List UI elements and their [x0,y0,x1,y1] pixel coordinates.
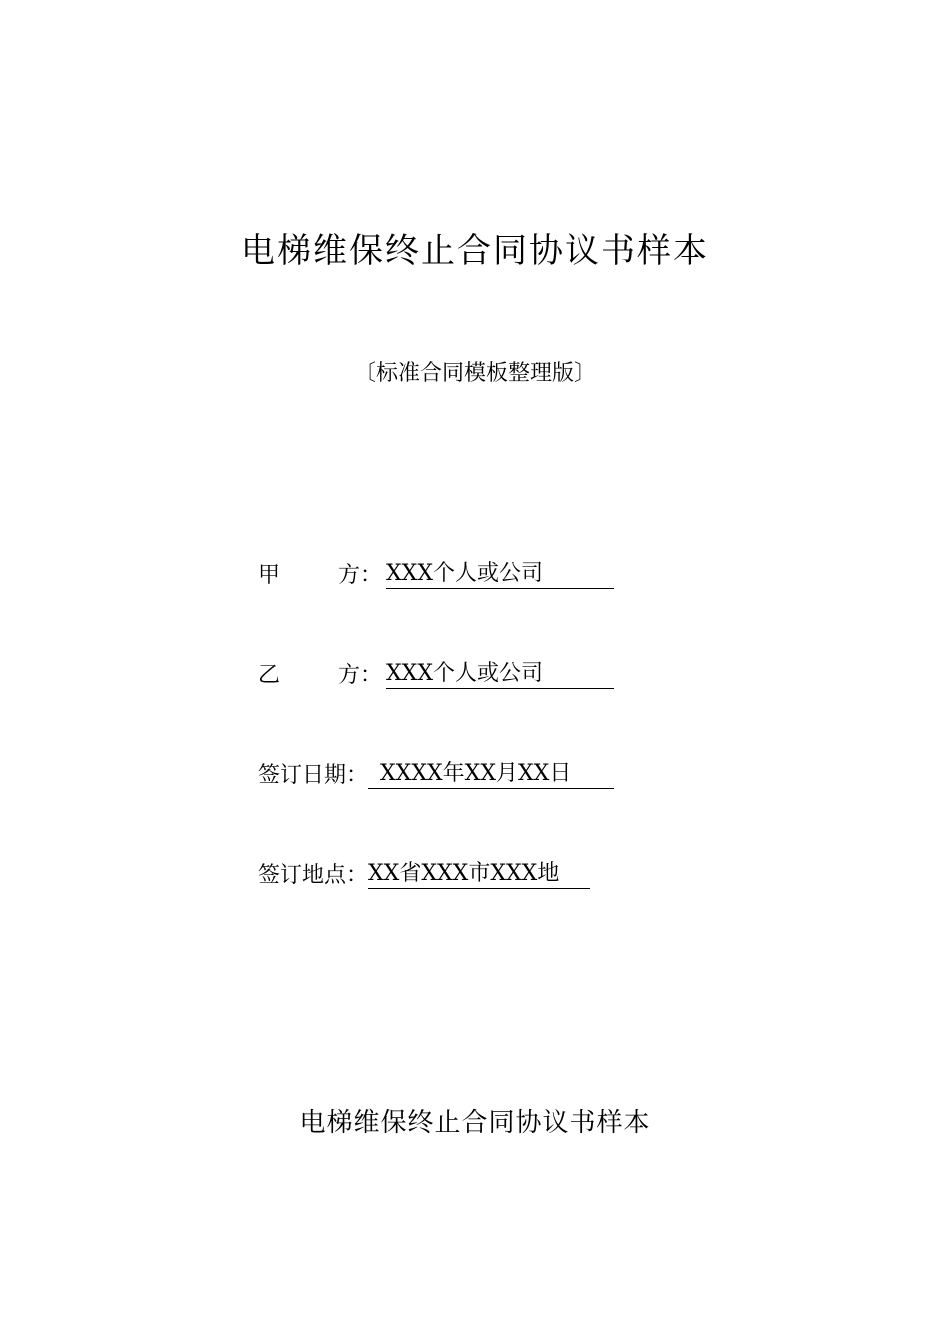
party-a-label [258,560,386,592]
party-a-label-char: 甲 [258,563,281,588]
party-a-value: XXX个人或公司 [386,560,614,589]
signing-place-label: 签订地点： [258,863,369,888]
party-a-row [258,560,614,592]
party-b-label [258,660,386,692]
signing-date-row [258,760,614,792]
signing-place-value: XX省XXX市XXX地 [368,860,590,889]
signing-place-row [258,860,590,892]
party-b-label-suffix: 方： [338,663,383,688]
document-title: 电梯维保终止合同协议书样本 [241,231,709,271]
party-b-row [258,660,614,692]
party-a-label-suffix: 方： [338,563,383,588]
signing-date-value: XXXX年XX月XX日 [368,760,614,789]
party-b-value: XXX个人或公司 [386,660,614,689]
party-b-label-char: 乙 [258,663,281,688]
signing-date-label: 签订日期： [258,763,369,788]
body-heading: 电梯维保终止合同协议书样本 [299,1108,651,1138]
document-subtitle: 〔标准合同模板整理版〕 [353,361,596,386]
